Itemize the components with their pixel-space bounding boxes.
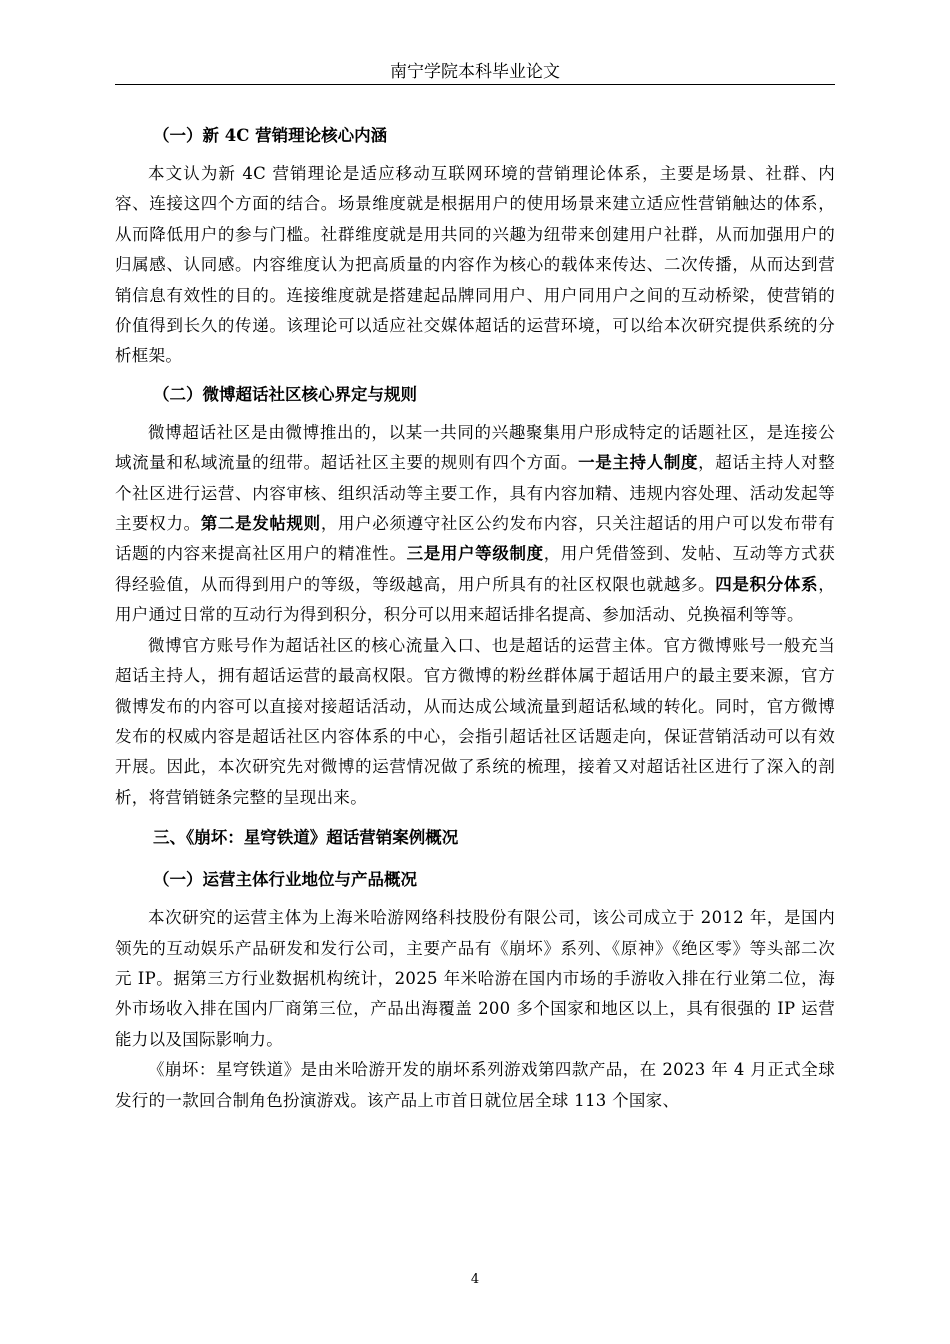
- bold-text: 四是积分体系: [715, 574, 819, 594]
- text-run: ，用户凭借签到、发帖、互动等方式获得经验值，从而得到用户的等级，等级越高，用户所具有的社区权限也就越多。: [115, 544, 835, 594]
- page-body: [115, 117, 835, 1116]
- section-heading: （一）运营主体行业地位与产品概况: [153, 870, 417, 890]
- bold-text: 一是主持人制度: [578, 453, 699, 473]
- paragraph: 微博官方账号作为超话社区的核心流量入口、也是超话的运营主体。官方微博账号一般充当超话主持人，拥有超话运营的最高权限。官方微博的粉丝群体属于超话用户的最主要来源，官方微博发布的内容可以直接对接超话活动，从而达成公域流量到超话私域的转化。同时，官方微博发布的权威内容是超话社区内容体系的中心，会指引超话社区话题走向，保证营销活动可以有效开展。因此，本次研究先对微博的运营情况做了系统的梳理，接着又对超话社区进行了深入的剖析，将营销链条完整的呈现出来。: [115, 635, 835, 807]
- bold-text: 第二是发帖规则: [200, 514, 321, 534]
- paragraph: 本次研究的运营主体为上海米哈游网络科技股份有限公司，该公司成立于 2012 年，是国内领先的互动娱乐产品研发和发行公司，主要产品有《崩坏》系列、《原神》《绝区零》等头部二次元 IP。据第三方行业数据机构统计，2025 年米哈游在国内市场的手游收入排在行业第二位，海外市场收入排在国内厂商第三位，产品出海覆盖 200 多个国家和地区以上，具有很强的 IP 运营能力以及国际影响力。: [115, 908, 835, 1049]
- chapter-heading: 三、《崩坏：星穹铁道》超话营销案例概况: [153, 828, 459, 848]
- paragraph: [115, 418, 835, 631]
- paragraph: 本文认为新 4C 营销理论是适应移动互联网环境的营销理论体系，主要是场景、社群、内容、连接这四个方面的结合。场景维度就是根据用户的使用场景来建立适应性营销触达的体系，从而降低用户的参与门槛。社群维度就是用共同的兴趣为纽带来创建用户社群，从而加强用户的归属感、认同感。内容维度认为把高质量的内容作为核心的载体来传达、二次传播，从而达到营销信息有效性的目的。连接维度就是搭建起品牌同用户、用户同用户之间的互动桥梁，使营销的价值得到长久的传递。该理论可以适应社交媒体超话的运营环境，可以给本次研究提供系统的分析框架。: [115, 164, 835, 366]
- page-number: 4: [470, 1272, 480, 1287]
- header-divider: [115, 84, 835, 85]
- section-heading: （一）新 4C 营销理论核心内涵: [153, 126, 388, 145]
- bold-text: 三是用户等级制度: [406, 544, 544, 564]
- section-heading: （二）微博超话社区核心界定与规则: [153, 384, 417, 404]
- text-run: ，用户必须遵守社区公约发布内容，只关注超话的用户可以发布带有话题的内容来提高社区用户的精准性。: [115, 514, 836, 564]
- text-run: 微博超话社区是由微博推出的，以某一共同的兴趣聚集用户形成特定的话题社区，是连接公域流量和私域流量的纽带。超话社区主要的规则有四个方面。: [115, 422, 835, 473]
- text-run: ，超话主持人对整个社区进行运营、内容审核、组织活动等主要工作，具有内容加精、违规内容处理、活动发起等主要权力。: [115, 453, 835, 534]
- paragraph: 《崩坏：星穹铁道》是由米哈游开发的崩坏系列游戏第四款产品，在 2023 年 4 月正式全球发行的一款回合制角色扮演游戏。该产品上市首日就位居全球 113 个国家、: [115, 1060, 835, 1110]
- page-header: 南宁学院本科毕业论文: [390, 62, 560, 82]
- text-run: ，用户通过日常的互动行为得到积分，积分可以用来超话排名提高、参加活动、兑换福利等等。: [115, 574, 835, 625]
